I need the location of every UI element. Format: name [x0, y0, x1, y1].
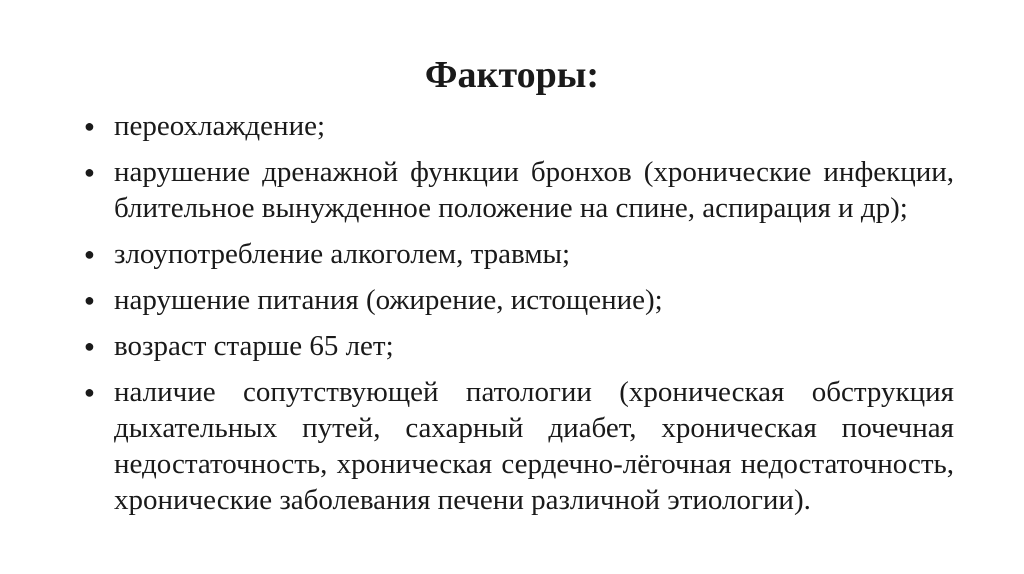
- bullet-dot-icon: ●: [84, 336, 95, 356]
- list-item-text: нарушение питания (ожирение, истощение);: [114, 284, 663, 316]
- list-item-text: злоупотребление алкоголем, травмы;: [114, 238, 571, 270]
- factor-list: [84, 108, 954, 528]
- list-item: [84, 328, 954, 364]
- list-item: [84, 374, 954, 518]
- list-item: [84, 108, 954, 144]
- bullet-dot-icon: ●: [84, 244, 95, 264]
- list-item: [84, 282, 954, 318]
- list-item: [84, 236, 954, 272]
- bullet-dot-icon: ●: [84, 116, 95, 136]
- list-item: [84, 154, 954, 226]
- list-item-text: переохлаждение;: [114, 110, 326, 142]
- bullet-dot-icon: ●: [84, 162, 95, 182]
- list-item-text: наличие сопутствующей патологии (хроническая обструкция дыхательных путей, сахарный диабет, хроническая почечная недостаточность, хроническая сердечно-лёгочная недостаточность, хронические заболевания печени различной этиологии).: [114, 376, 954, 516]
- slide-title: Факторы:: [424, 54, 600, 96]
- list-item-text: нарушение дренажной функции бронхов (хронические инфекции, блительное вынужденное положение на спине, аспирация и др);: [114, 156, 954, 224]
- bullet-dot-icon: ●: [84, 290, 95, 310]
- list-item-text: возраст старше 65 лет;: [114, 330, 394, 362]
- bullet-dot-icon: ●: [84, 382, 95, 402]
